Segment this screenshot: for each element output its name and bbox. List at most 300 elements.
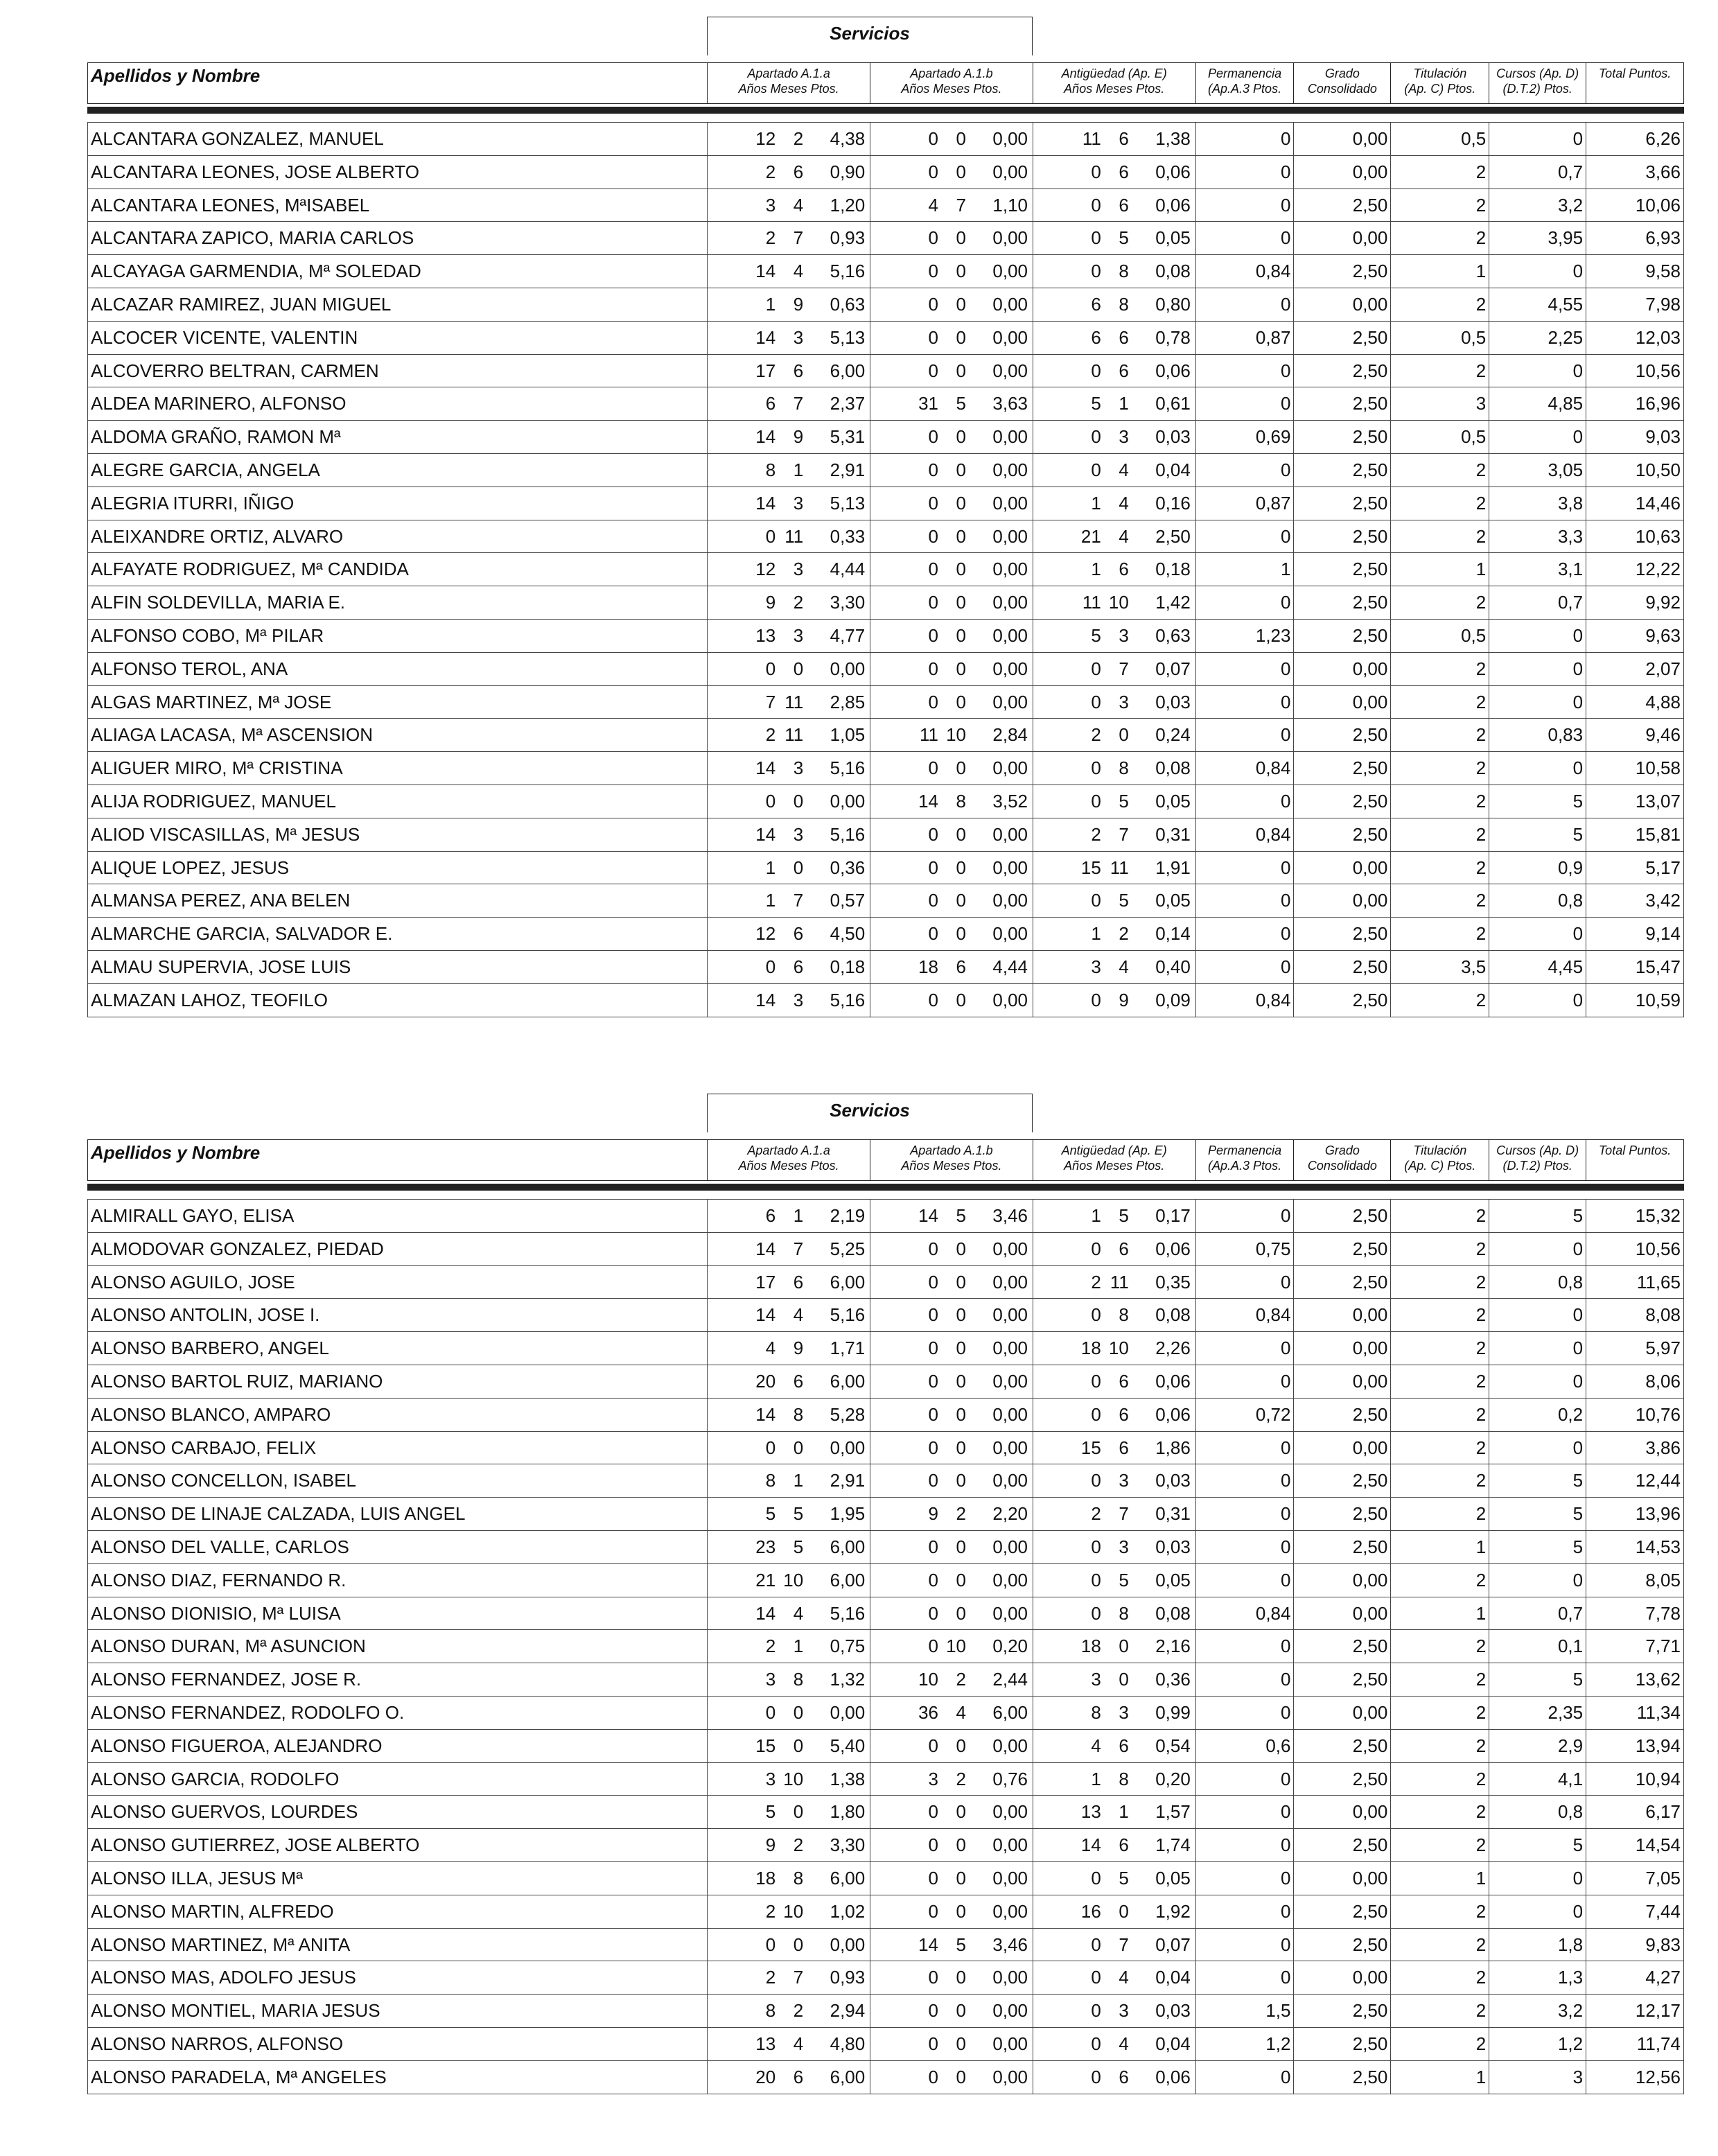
cell-years: 0	[1091, 757, 1101, 779]
cell-grado: 0,00	[1293, 1432, 1390, 1464]
cell-months: 0	[793, 1437, 804, 1458]
cell-months: 0	[956, 592, 967, 613]
cell-points: 6,00	[830, 1569, 866, 1590]
cell-name: ALIAGA LACASA, Mª ASCENSION	[91, 724, 373, 746]
cell-group-a1b	[870, 1498, 1033, 1530]
cell-points: 0,00	[992, 261, 1028, 282]
table-row	[88, 1233, 1683, 1266]
cell-months: 0	[956, 1602, 967, 1624]
table-row	[88, 1332, 1683, 1365]
cell-years: 2	[1091, 724, 1101, 746]
cell-years: 0	[928, 1735, 939, 1756]
cell-cursos: 5	[1489, 1829, 1586, 1861]
table-row	[88, 686, 1683, 719]
cell-years: 14	[755, 261, 776, 282]
cell-name: ALFONSO TEROL, ANA	[91, 658, 288, 679]
cell-months: 0	[956, 360, 967, 381]
cell-years: 0	[928, 1801, 939, 1823]
cell-permanencia: 0	[1195, 852, 1294, 884]
cell-titulacion: 2	[1390, 1961, 1489, 1994]
cell-years: 15	[755, 1735, 776, 1756]
cell-points: 0,78	[1155, 326, 1191, 348]
cell-years: 18	[755, 1867, 776, 1888]
cell-grado: 2,50	[1293, 387, 1390, 420]
header-a1a-line1: Apartado A.1.a	[747, 67, 830, 80]
cell-cursos: 2,25	[1489, 322, 1586, 354]
cell-years: 0	[928, 1304, 939, 1326]
cell-points: 0,00	[992, 293, 1028, 315]
cell-months: 0	[956, 326, 967, 348]
cell-cursos: 3,95	[1489, 222, 1586, 254]
cell-name: ALONSO FERNANDEZ, JOSE R.	[91, 1669, 362, 1690]
cell-points: 0,00	[992, 624, 1028, 646]
table-row	[88, 1697, 1683, 1730]
cell-years: 14	[755, 1602, 776, 1624]
cell-name: ALCAZAR RAMIREZ, JUAN MIGUEL	[91, 293, 392, 315]
cell-group-a1b	[870, 951, 1033, 983]
cell-points: 0,00	[992, 2066, 1028, 2087]
cell-months: 2	[956, 1503, 967, 1525]
cell-group-a1a	[707, 719, 870, 751]
cell-months: 0	[956, 1238, 967, 1259]
cell-points: 0,16	[1155, 492, 1191, 514]
column-header-row	[87, 62, 1684, 104]
cell-permanencia: 0	[1195, 719, 1294, 751]
table-row	[88, 1730, 1683, 1763]
header-grado-line2: Consolidado	[1307, 1159, 1377, 1173]
cell-points: 0,08	[1155, 1304, 1191, 1326]
cell-months: 1	[1119, 1801, 1129, 1823]
cell-permanencia: 0	[1195, 1531, 1294, 1563]
cell-permanencia: 0	[1195, 1862, 1294, 1895]
cell-group-a1a	[707, 918, 870, 950]
cell-years: 14	[755, 757, 776, 779]
cell-titulacion: 2	[1390, 884, 1489, 917]
header-grado-line1: Grado	[1324, 67, 1360, 80]
cell-group-ant	[1033, 1564, 1195, 1597]
cell-points: 0,03	[1155, 2000, 1191, 2022]
cell-group-a1b	[870, 620, 1033, 652]
cell-months: 0	[956, 1470, 967, 1491]
cell-months: 4	[793, 261, 804, 282]
cell-grado: 2,50	[1293, 189, 1390, 222]
cell-points: 0,99	[1155, 1701, 1191, 1723]
cell-years: 0	[928, 691, 939, 712]
cell-months: 4	[1119, 525, 1129, 547]
cell-months: 10	[946, 724, 967, 746]
cell-years: 12	[755, 128, 776, 149]
cell-cursos: 0,1	[1489, 1630, 1586, 1663]
cell-group-a1a	[707, 421, 870, 453]
cell-cursos: 3,05	[1489, 454, 1586, 487]
cell-months: 3	[793, 989, 804, 1010]
cell-name: ALONSO PARADELA, Mª ANGELES	[91, 2066, 387, 2087]
cell-cursos: 0,8	[1489, 1266, 1586, 1299]
cell-years: 0	[1091, 261, 1101, 282]
cell-titulacion: 2	[1390, 2028, 1489, 2060]
cell-months: 1	[793, 1470, 804, 1491]
cell-years: 7	[765, 691, 776, 712]
cell-years: 13	[755, 624, 776, 646]
cell-points: 5,16	[830, 1602, 866, 1624]
cell-points: 0,00	[830, 658, 866, 679]
cell-points: 0,18	[1155, 559, 1191, 580]
table-row	[88, 553, 1683, 586]
cell-months: 0	[956, 989, 967, 1010]
cell-total: 8,08	[1586, 1299, 1683, 1331]
cell-group-a1b	[870, 653, 1033, 685]
cell-months: 4	[956, 1701, 967, 1723]
cell-permanencia: 0,6	[1195, 1730, 1294, 1762]
cell-months: 5	[1119, 790, 1129, 812]
cell-cursos: 3,3	[1489, 520, 1586, 553]
cell-titulacion: 2	[1390, 1233, 1489, 1265]
cell-grado: 0,00	[1293, 686, 1390, 719]
cell-months: 8	[1119, 261, 1129, 282]
cell-group-a1a	[707, 686, 870, 719]
cell-months: 0	[956, 691, 967, 712]
cell-points: 0,03	[1155, 691, 1191, 712]
cell-grado: 2,50	[1293, 1663, 1390, 1696]
cell-grado: 2,50	[1293, 1233, 1390, 1265]
cell-grado: 2,50	[1293, 1498, 1390, 1530]
cell-grado: 2,50	[1293, 818, 1390, 851]
cell-months: 3	[1119, 624, 1129, 646]
cell-years: 14	[755, 989, 776, 1010]
table-row	[88, 620, 1683, 653]
cell-years: 0	[928, 1867, 939, 1888]
cell-years: 15	[1080, 1437, 1101, 1458]
cell-name: ALMODOVAR GONZALEZ, PIEDAD	[91, 1238, 384, 1259]
cell-permanencia: 0	[1195, 653, 1294, 685]
cell-grado: 2,50	[1293, 2028, 1390, 2060]
cell-group-a1a	[707, 586, 870, 619]
cell-group-ant	[1033, 2028, 1195, 2060]
cell-group-a1a	[707, 156, 870, 189]
cell-group-a1b	[870, 487, 1033, 520]
cell-titulacion: 2	[1390, 1365, 1489, 1398]
cell-months: 3	[1119, 2000, 1129, 2022]
cell-months: 8	[956, 790, 967, 812]
cell-total: 15,81	[1586, 818, 1683, 851]
header-perm	[1195, 1140, 1294, 1180]
cell-grado: 2,50	[1293, 421, 1390, 453]
cell-group-a1b	[870, 322, 1033, 354]
cell-total: 7,71	[1586, 1630, 1683, 1663]
header-divider	[87, 1184, 1684, 1191]
cell-grado: 0,00	[1293, 156, 1390, 189]
cell-permanencia: 0	[1195, 1365, 1294, 1398]
header-tot-line1: Total Puntos.	[1598, 1143, 1672, 1157]
cell-years: 20	[755, 2066, 776, 2087]
cell-years: 2	[765, 227, 776, 249]
cell-titulacion: 2	[1390, 487, 1489, 520]
cell-group-ant	[1033, 222, 1195, 254]
cell-name: ALONSO BARTOL RUIZ, MARIANO	[91, 1370, 383, 1392]
cell-name: ALMIRALL GAYO, ELISA	[91, 1205, 295, 1226]
cell-titulacion: 2	[1390, 818, 1489, 851]
cell-months: 4	[793, 194, 804, 216]
cell-points: 1,20	[830, 194, 866, 216]
table-body	[87, 122, 1684, 1017]
cell-points: 0,05	[1155, 227, 1191, 249]
table-row	[88, 454, 1683, 487]
cell-group-a1a	[707, 1299, 870, 1331]
cell-points: 0,00	[992, 1801, 1028, 1823]
cell-name: ALONSO FIGUEROA, ALEJANDRO	[91, 1735, 383, 1756]
cell-titulacion: 0,5	[1390, 123, 1489, 155]
cell-points: 6,00	[830, 1370, 866, 1392]
cell-months: 6	[793, 360, 804, 381]
cell-cursos: 3,2	[1489, 1995, 1586, 2027]
cell-permanencia: 0,84	[1195, 818, 1294, 851]
cell-years: 1	[765, 890, 776, 911]
cell-years: 0	[928, 360, 939, 381]
cell-total: 10,06	[1586, 189, 1683, 222]
cell-years: 3	[1091, 956, 1101, 977]
cell-points: 0,08	[1155, 757, 1191, 779]
cell-cursos: 4,55	[1489, 288, 1586, 321]
cell-months: 0	[956, 293, 967, 315]
cell-points: 0,06	[1155, 2066, 1191, 2087]
cell-cursos: 5	[1489, 1498, 1586, 1530]
cell-years: 0	[928, 592, 939, 613]
table-row	[88, 1365, 1683, 1399]
cell-months: 0	[956, 1403, 967, 1425]
cell-grado: 2,50	[1293, 1763, 1390, 1796]
cell-titulacion: 2	[1390, 1498, 1489, 1530]
header-cur-line2: (D.T.2) Ptos.	[1502, 82, 1572, 96]
table-row	[88, 951, 1683, 984]
cell-months: 0	[793, 1735, 804, 1756]
cell-points: 0,63	[1155, 624, 1191, 646]
cell-months: 3	[793, 492, 804, 514]
cell-total: 9,46	[1586, 719, 1683, 751]
cell-total: 9,14	[1586, 918, 1683, 950]
cell-years: 0	[1091, 1470, 1101, 1491]
cell-total: 16,96	[1586, 387, 1683, 420]
cell-titulacion: 2	[1390, 1995, 1489, 2027]
cell-months: 5	[793, 1503, 804, 1525]
cell-months: 6	[1119, 1370, 1129, 1392]
cell-months: 8	[793, 1867, 804, 1888]
cell-months: 5	[1119, 1569, 1129, 1590]
cell-permanencia: 0	[1195, 1829, 1294, 1861]
cell-titulacion: 2	[1390, 288, 1489, 321]
cell-cursos: 5	[1489, 818, 1586, 851]
cell-years: 0	[928, 1900, 939, 1922]
cell-total: 11,65	[1586, 1266, 1683, 1299]
cell-name: ALCANTARA ZAPICO, MARIA CARLOS	[91, 227, 414, 249]
cell-months: 5	[793, 1536, 804, 1557]
header-ant	[1033, 1140, 1195, 1180]
cell-group-a1a	[707, 785, 870, 818]
cell-group-ant	[1033, 1862, 1195, 1895]
cell-points: 0,00	[992, 1403, 1028, 1425]
cell-months: 6	[956, 956, 967, 977]
cell-months: 0	[793, 658, 804, 679]
cell-points: 0,00	[992, 559, 1028, 580]
cell-group-a1b	[870, 1961, 1033, 1994]
cell-years: 23	[755, 1536, 776, 1557]
cell-cursos: 5	[1489, 1531, 1586, 1563]
cell-grado: 2,50	[1293, 752, 1390, 785]
cell-years: 0	[928, 1602, 939, 1624]
header-a1a-line1: Apartado A.1.a	[747, 1143, 830, 1157]
cell-points: 0,00	[992, 1967, 1028, 1988]
cell-group-ant	[1033, 884, 1195, 917]
cell-group-ant	[1033, 387, 1195, 420]
cell-points: 5,16	[830, 757, 866, 779]
cell-group-a1b	[870, 1200, 1033, 1232]
cell-permanencia: 0	[1195, 1961, 1294, 1994]
cell-permanencia: 0	[1195, 387, 1294, 420]
cell-total: 9,83	[1586, 1929, 1683, 1961]
cell-points: 0,07	[1155, 658, 1191, 679]
cell-group-a1a	[707, 255, 870, 288]
cell-group-a1a	[707, 1862, 870, 1895]
cell-group-ant	[1033, 553, 1195, 586]
cell-months: 0	[956, 1536, 967, 1557]
cell-grado: 2,50	[1293, 487, 1390, 520]
cell-months: 3	[1119, 1536, 1129, 1557]
cell-permanencia: 0,84	[1195, 984, 1294, 1017]
header-a1b	[870, 1140, 1033, 1180]
cell-grado: 2,50	[1293, 1630, 1390, 1663]
cell-group-a1b	[870, 752, 1033, 785]
cell-points: 0,33	[830, 525, 866, 547]
cell-titulacion: 1	[1390, 553, 1489, 586]
cell-group-ant	[1033, 1332, 1195, 1365]
cell-grado: 2,50	[1293, 355, 1390, 387]
table-row	[88, 288, 1683, 322]
table-row	[88, 322, 1683, 355]
cell-cursos: 0,83	[1489, 719, 1586, 751]
cell-total: 10,94	[1586, 1763, 1683, 1796]
cell-months: 5	[956, 1934, 967, 1955]
cell-titulacion: 2	[1390, 1299, 1489, 1331]
cell-years: 2	[1091, 823, 1101, 845]
header-grado	[1293, 1140, 1390, 1180]
cell-years: 9	[928, 1503, 939, 1525]
cell-group-ant	[1033, 1200, 1195, 1232]
cell-months: 0	[956, 890, 967, 911]
cell-group-ant	[1033, 1531, 1195, 1563]
cell-permanencia: 0,84	[1195, 255, 1294, 288]
cell-name: ALCANTARA LEONES, JOSE ALBERTO	[91, 161, 419, 182]
cell-months: 9	[793, 1338, 804, 1359]
cell-years: 0	[928, 525, 939, 547]
cell-points: 0,00	[992, 757, 1028, 779]
cell-points: 5,13	[830, 492, 866, 514]
cell-years: 0	[1091, 1403, 1101, 1425]
cell-years: 0	[928, 757, 939, 779]
cell-name: ALEGRE GARCIA, ANGELA	[91, 459, 320, 480]
cell-points: 2,44	[992, 1669, 1028, 1690]
table-row	[88, 1663, 1683, 1697]
cell-name: ALCANTARA LEONES, MªISABEL	[91, 194, 370, 216]
cell-permanencia: 0	[1195, 1564, 1294, 1597]
cell-group-a1a	[707, 454, 870, 487]
cell-titulacion: 2	[1390, 686, 1489, 719]
cell-titulacion: 2	[1390, 189, 1489, 222]
table-row	[88, 189, 1683, 222]
cell-years: 0	[928, 624, 939, 646]
cell-name: ALONSO CONCELLON, ISABEL	[91, 1470, 356, 1491]
cell-months: 7	[1119, 823, 1129, 845]
header-perm-line2: (Ap.A.3 Ptos.	[1208, 1159, 1282, 1173]
cell-points: 2,50	[1155, 525, 1191, 547]
cell-group-a1b	[870, 1464, 1033, 1497]
cell-months: 0	[956, 1967, 967, 1988]
cell-points: 0,05	[1155, 1867, 1191, 1888]
servicios-header: Servicios	[707, 17, 1033, 55]
cell-months: 6	[793, 1370, 804, 1392]
cell-years: 3	[765, 1669, 776, 1690]
cell-grado: 0,00	[1293, 1796, 1390, 1828]
cell-years: 0	[928, 426, 939, 448]
cell-total: 10,56	[1586, 355, 1683, 387]
cell-group-ant	[1033, 785, 1195, 818]
header-a1b-line2: Años Meses Ptos.	[901, 1159, 1002, 1173]
cell-group-a1b	[870, 421, 1033, 453]
table-body	[87, 1199, 1684, 2094]
cell-total: 13,62	[1586, 1663, 1683, 1696]
cell-months: 0	[956, 1271, 967, 1292]
cell-total: 3,86	[1586, 1432, 1683, 1464]
cell-months: 3	[1119, 1701, 1129, 1723]
cell-months: 0	[793, 1934, 804, 1955]
cell-group-a1b	[870, 785, 1033, 818]
cell-name: ALONSO MAS, ADOLFO JESUS	[91, 1967, 356, 1988]
cell-years: 0	[928, 2033, 939, 2054]
cell-name: ALONSO MONTIEL, MARIA JESUS	[91, 2000, 380, 2022]
cell-name: ALONSO MARTINEZ, Mª ANITA	[91, 1934, 351, 1955]
cell-years: 0	[1091, 459, 1101, 480]
cell-group-a1a	[707, 1895, 870, 1928]
table-row	[88, 1200, 1683, 1233]
cell-months: 0	[956, 2066, 967, 2087]
cell-group-ant	[1033, 1929, 1195, 1961]
cell-cursos: 0	[1489, 686, 1586, 719]
cell-years: 0	[928, 989, 939, 1010]
cell-group-a1a	[707, 123, 870, 155]
cell-years: 0	[928, 1437, 939, 1458]
table-row	[88, 719, 1683, 752]
cell-years: 3	[928, 1768, 939, 1789]
cell-years: 14	[755, 326, 776, 348]
cell-years: 0	[1091, 658, 1101, 679]
cell-months: 3	[1119, 426, 1129, 448]
cell-group-ant	[1033, 1630, 1195, 1663]
cell-points: 3,46	[992, 1205, 1028, 1226]
cell-permanencia: 0	[1195, 586, 1294, 619]
cell-permanencia: 0,75	[1195, 1233, 1294, 1265]
cell-cursos: 5	[1489, 1663, 1586, 1696]
cell-years: 0	[1091, 1536, 1101, 1557]
cell-years: 0	[928, 459, 939, 480]
cell-months: 7	[1119, 658, 1129, 679]
cell-points: 0,63	[830, 293, 866, 315]
cell-months: 10	[783, 1900, 804, 1922]
cell-months: 2	[956, 1669, 967, 1690]
cell-years: 12	[755, 923, 776, 945]
cell-group-ant	[1033, 1995, 1195, 2027]
cell-months: 11	[1110, 857, 1129, 878]
cell-years: 2	[765, 1900, 776, 1922]
cell-years: 8	[1091, 1701, 1101, 1723]
cell-points: 0,03	[1155, 426, 1191, 448]
